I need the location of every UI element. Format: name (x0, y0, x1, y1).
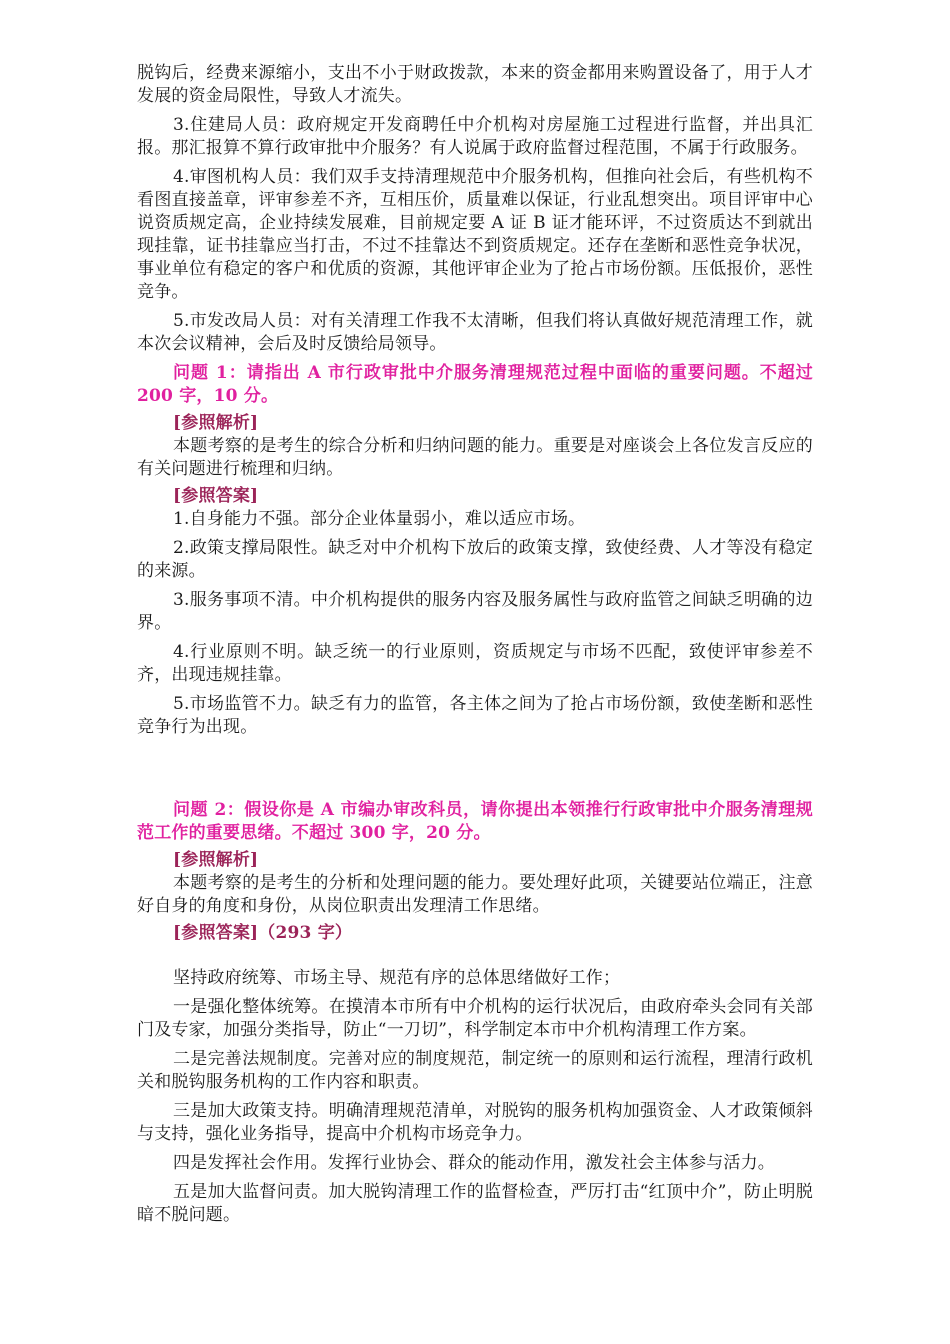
question-2-answer-label: [参照答案] (173, 923, 259, 943)
question-2-answer-item: 三是加大政策支持。明确清理规范清单，对脱钩的服务机构加强资金、人才政策倾斜与支持，强化业务指导，提高中介机构市场竞争力。 (137, 1101, 813, 1144)
paragraph-drawing-review: 4.审图机构人员：我们双手支持清理规范中介服务机构，但推向社会后，有些机构不看图直接盖章，评审参差不齐，互相压价，质量难以保证，行业乱想突出。项目评审中心说资质规定高，企业持续发展难，目前规定要 A 证 B 证才能环评，不过资质达不到就出现挂靠，证书挂靠应当打击，不过不挂靠达不到资质规定。还存在垄断和恶性竞争状况，事业单位有稳定的客户和优质的资源，其他评审企业为了抢占市场份额。压低报价，恶性竞争。 (137, 167, 813, 302)
question-2-answer-item: 一是强化整体统筹。在摸清本市所有中介机构的运行状况后，由政府牵头会同有关部门及专家，加强分类指导，防止“一刀切”，科学制定本市中介机构清理工作方案。 (137, 997, 813, 1040)
question-1-answer-item: 5.市场监管不力。缺乏有力的监管，各主体之间为了抢占市场份额，致使垄断和恶性竞争行为出现。 (137, 694, 813, 737)
question-1-answer-item: 3.服务事项不清。中介机构提供的服务内容及服务属性与政府监管之间缺乏明确的边界。 (137, 590, 813, 633)
paragraph-development-bureau: 5.市发改局人员：对有关清理工作我不太清晰，但我们将认真做好规范清理工作，就本次会议精神，会后及时反馈给局领导。 (137, 311, 813, 354)
question-2-intro: 坚持政府统筹、市场主导、规范有序的总体思绪做好工作； (173, 968, 621, 988)
question-1-answer-item: 4.行业原则不明。缺乏统一的行业原则，资质规定与市场不匹配，致使评审参差不齐，出现违规挂靠。 (137, 642, 813, 685)
question-2-answer-item: 二是完善法规制度。完善对应的制度规范，制定统一的原则和运行流程，理清行政机关和脱钩服务机构的工作内容和职责。 (137, 1049, 813, 1092)
paragraph-housing-bureau: 3.住建局人员：政府规定开发商聘任中介机构对房屋施工过程进行监督，并出具汇报。那汇报算不算行政审批中介服务？有人说属于政府监督过程范围，不属于行政服务。 (137, 115, 813, 158)
question-2-title: 问题 2：假设你是 A 市编办审改科员，请你提出本领推行行政审批中介服务清理规范工作的重要思绪。不超过 300 字，20 分。 (137, 800, 813, 843)
question-2-word-count: （293 字） (258, 923, 353, 943)
question-1-answer-label: [参照答案] (173, 486, 259, 506)
question-1-analysis: 本题考察的是考生的综合分析和归纳问题的能力。重要是对座谈会上各位发言反应的有关问题进行梳理和归纳。 (137, 436, 813, 479)
question-2-analysis-label: [参照解析] (173, 850, 259, 870)
question-1-title: 问题 1：请指出 A 市行政审批中介服务清理规范过程中面临的重要问题。不超过 200 字，10 分。 (137, 363, 813, 406)
question-1-answer-item: 2.政策支撑局限性。缺乏对中介机构下放后的政策支撑，致使经费、人才等没有稳定的来源。 (137, 538, 813, 581)
question-1-answer-item: 1.自身能力不强。部分企业体量弱小，难以适应市场。 (173, 509, 586, 529)
question-2-answer-item: 四是发挥社会作用。发挥行业协会、群众的能动作用，激发社会主体参与活力。 (173, 1153, 775, 1173)
document-page (137, 62, 813, 1227)
question-1-analysis-label: [参照解析] (173, 413, 259, 433)
paragraph-continuation: 脱钩后，经费来源缩小，支出不小于财政拨款，本来的资金都用来购置设备了，用于人才发展的资金局限性，导致人才流失。 (137, 63, 813, 106)
question-2-analysis: 本题考察的是考生的分析和处理问题的能力。要处理好此项，关键要站位端正，注意好自身的角度和身份，从岗位职责出发理清工作思绪。 (137, 873, 813, 916)
question-2-answer-item: 五是加大监督问责。加大脱钩清理工作的监督检查，严厉打击“红顶中介”，防止明脱暗不脱问题。 (137, 1182, 813, 1225)
question-2-answer-label-line (137, 922, 813, 945)
